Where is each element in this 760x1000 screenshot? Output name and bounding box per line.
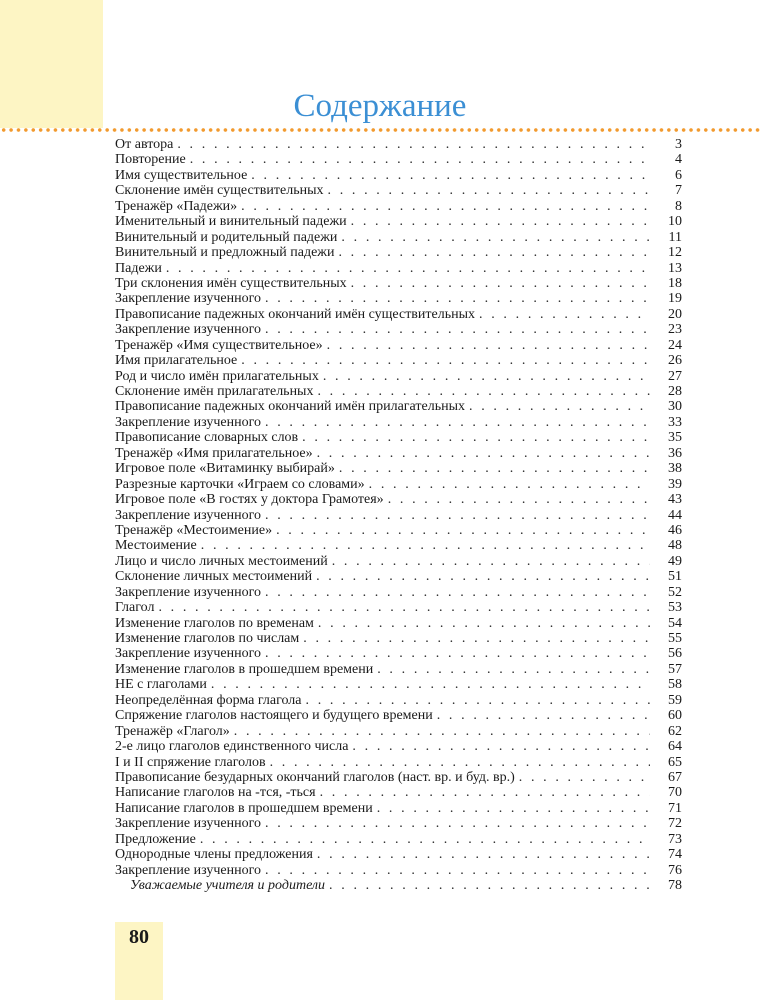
leader-dots bbox=[339, 461, 650, 476]
toc-entry-page: 70 bbox=[668, 785, 682, 801]
toc-entry-page: 60 bbox=[668, 708, 682, 724]
toc-entry-page: 13 bbox=[668, 260, 682, 276]
toc-entry-page: 64 bbox=[668, 739, 682, 755]
leader-dots bbox=[317, 446, 650, 461]
leader-dots bbox=[265, 291, 650, 306]
toc-entry[interactable] bbox=[115, 353, 682, 368]
toc-entry[interactable] bbox=[115, 183, 682, 198]
leader-dots bbox=[303, 631, 650, 646]
toc-entry-page: 24 bbox=[668, 337, 682, 353]
toc-entry-page: 58 bbox=[668, 677, 682, 693]
toc-entry-page: 55 bbox=[668, 631, 682, 646]
toc-entry-title: Правописание падежных окончаний имён прилагательных bbox=[115, 399, 465, 415]
toc-entry-title: Тренажёр «Имя существительное» bbox=[115, 337, 323, 353]
leader-dots bbox=[341, 230, 650, 245]
leader-dots bbox=[437, 708, 650, 723]
toc-entry-title: Изменение глаголов в прошедшем времени bbox=[115, 661, 374, 677]
leader-dots bbox=[190, 152, 650, 167]
toc-entry[interactable] bbox=[115, 755, 682, 770]
toc-entry-page: 74 bbox=[668, 847, 682, 863]
toc-entry-title: Закрепление изученного bbox=[115, 816, 261, 832]
toc-entry-page: 56 bbox=[668, 646, 682, 662]
toc-entry-title: Тренажёр «Имя прилагательное» bbox=[115, 445, 313, 461]
toc-entry[interactable] bbox=[115, 477, 682, 492]
leader-dots bbox=[317, 847, 650, 862]
toc-entry-page: 57 bbox=[668, 661, 682, 677]
leader-dots bbox=[270, 755, 650, 770]
leader-dots bbox=[166, 261, 650, 276]
toc-entry-page: 7 bbox=[675, 183, 682, 199]
toc-entry[interactable] bbox=[115, 600, 682, 615]
toc-entry-title: Уважаемые учителя и родители bbox=[130, 878, 326, 893]
toc-entry-title: Имя прилагательное bbox=[115, 353, 238, 369]
leader-dots bbox=[388, 492, 650, 507]
toc-entry-page: 33 bbox=[668, 414, 682, 430]
toc-entry-page: 59 bbox=[668, 692, 682, 708]
toc-entry[interactable] bbox=[115, 137, 682, 152]
toc-entry-page: 28 bbox=[668, 384, 682, 399]
toc-entry[interactable] bbox=[115, 739, 682, 754]
leader-dots bbox=[320, 785, 650, 800]
toc-entry-page: 26 bbox=[668, 353, 682, 369]
toc-entry[interactable] bbox=[115, 878, 682, 893]
toc-entry-page: 46 bbox=[668, 522, 682, 538]
toc-entry-title: Написание глаголов в прошедшем времени bbox=[115, 800, 373, 816]
toc-entry-page: 43 bbox=[668, 492, 682, 508]
toc-entry-title: Склонение личных местоимений bbox=[115, 569, 313, 585]
toc-entry[interactable] bbox=[115, 816, 682, 831]
toc-entry-title: Винительный и родительный падежи bbox=[115, 229, 338, 245]
toc-entry-page: 72 bbox=[668, 816, 682, 832]
toc-entry[interactable] bbox=[115, 384, 682, 399]
toc-entry[interactable] bbox=[115, 770, 682, 785]
toc-entry-title: Винительный и предложный падежи bbox=[115, 245, 335, 261]
leader-dots bbox=[251, 168, 650, 183]
leader-dots bbox=[327, 338, 650, 353]
toc-entry-title: Закрепление изученного bbox=[115, 291, 261, 307]
toc-entry-page: 12 bbox=[668, 245, 682, 261]
toc-entry[interactable] bbox=[115, 399, 682, 414]
toc-entry-title: Спряжение глаголов настоящего и будущего времени bbox=[115, 708, 433, 724]
toc-entry-page: 4 bbox=[675, 152, 682, 168]
toc-entry-title: Закрепление изученного bbox=[115, 414, 261, 430]
toc-entry-page: 18 bbox=[668, 275, 682, 291]
toc-entry-title: Изменение глаголов по числам bbox=[115, 631, 300, 646]
toc-entry-title: 2-е лицо глаголов единственного числа bbox=[115, 739, 349, 755]
toc-entry[interactable] bbox=[115, 322, 682, 337]
toc-entry-title: Закрепление изученного bbox=[115, 646, 261, 662]
toc-entry-title: Местоимение bbox=[115, 538, 197, 554]
toc-entry[interactable] bbox=[115, 430, 682, 445]
toc-entry[interactable] bbox=[115, 276, 682, 291]
toc-entry[interactable] bbox=[115, 569, 682, 584]
toc-entry-title: Тренажёр «Падежи» bbox=[115, 198, 238, 214]
toc-entry-page: 39 bbox=[668, 476, 682, 492]
toc-entry-title: Род и число имён прилагательных bbox=[115, 368, 319, 384]
toc-entry-page: 48 bbox=[668, 538, 682, 554]
leader-dots bbox=[265, 415, 650, 430]
toc-entry-title: Тренажёр «Местоимение» bbox=[115, 522, 273, 538]
toc-entry-title: Написание глаголов на -тся, -ться bbox=[115, 785, 316, 801]
toc-entry-title: От автора bbox=[115, 137, 174, 152]
toc-entry[interactable] bbox=[115, 585, 682, 600]
toc-entry[interactable] bbox=[115, 646, 682, 661]
toc-entry[interactable] bbox=[115, 693, 682, 708]
leader-dots bbox=[158, 600, 650, 615]
leader-dots bbox=[276, 523, 650, 538]
toc-entry-page: 27 bbox=[668, 368, 682, 384]
toc-entry[interactable] bbox=[115, 461, 682, 476]
toc-entry[interactable] bbox=[115, 230, 682, 245]
toc-entry[interactable] bbox=[115, 863, 682, 878]
leader-dots bbox=[265, 585, 650, 600]
toc-entry[interactable] bbox=[115, 261, 682, 276]
toc-entry-title: Лицо и число личных местоимений bbox=[115, 553, 328, 569]
toc-entry[interactable] bbox=[115, 631, 682, 646]
leader-dots bbox=[265, 863, 650, 878]
page-number: 80 bbox=[129, 926, 149, 948]
toc-entry-title: Закрепление изученного bbox=[115, 862, 261, 878]
leader-dots bbox=[200, 832, 650, 847]
leader-dots bbox=[377, 801, 650, 816]
leader-dots bbox=[329, 878, 650, 893]
toc-entry[interactable] bbox=[115, 446, 682, 461]
toc-entry-page: 6 bbox=[675, 167, 682, 183]
toc-entry-title: Три склонения имён существительных bbox=[115, 275, 347, 291]
leader-dots bbox=[302, 430, 650, 445]
toc-entry[interactable] bbox=[115, 523, 682, 538]
toc-entry-title: Однородные члены предложения bbox=[115, 847, 313, 863]
toc-entry-title: Правописание безударных окончаний глаголов (наст. вр. и буд. вр.) bbox=[115, 769, 515, 785]
toc-entry-title: Закрепление изученного bbox=[115, 584, 261, 600]
toc-entry-page: 36 bbox=[668, 445, 682, 461]
toc-entry[interactable] bbox=[115, 538, 682, 553]
toc-entry-page: 52 bbox=[668, 584, 682, 600]
toc-entry-page: 71 bbox=[668, 800, 682, 816]
leader-dots bbox=[369, 477, 650, 492]
leader-dots bbox=[241, 353, 650, 368]
toc-entry-page: 3 bbox=[675, 137, 682, 152]
leader-dots bbox=[306, 693, 651, 708]
toc-entry-title: Правописание словарных слов bbox=[115, 430, 299, 446]
toc-entry-title: Тренажёр «Глагол» bbox=[115, 723, 230, 739]
leader-dots bbox=[323, 369, 650, 384]
toc-entry[interactable] bbox=[115, 245, 682, 260]
toc-entry[interactable] bbox=[115, 662, 682, 677]
toc-entry-title: Именительный и винительный падежи bbox=[115, 214, 347, 230]
toc-entry-page: 51 bbox=[668, 569, 682, 585]
toc-entry-title: Глагол bbox=[115, 600, 155, 616]
leader-dots bbox=[265, 322, 650, 337]
toc-entry-title: Игровое поле «В гостях у доктора Грамотея» bbox=[115, 492, 384, 508]
leader-dots bbox=[318, 616, 650, 631]
leader-dots bbox=[351, 214, 650, 229]
toc-entry[interactable] bbox=[115, 307, 682, 322]
toc-entry[interactable] bbox=[115, 369, 682, 384]
leader-dots bbox=[234, 724, 650, 739]
toc-entry-page: 73 bbox=[668, 831, 682, 847]
toc-entry-title: Закрепление изученного bbox=[115, 507, 261, 523]
table-of-contents bbox=[115, 137, 682, 893]
leader-dots bbox=[265, 508, 650, 523]
toc-entry[interactable] bbox=[115, 785, 682, 800]
toc-entry-page: 67 bbox=[668, 769, 682, 785]
toc-entry-page: 10 bbox=[668, 214, 682, 230]
leader-dots bbox=[328, 183, 651, 198]
toc-entry-page: 35 bbox=[668, 430, 682, 446]
toc-entry[interactable] bbox=[115, 708, 682, 723]
leader-dots bbox=[377, 662, 650, 677]
leader-dots bbox=[332, 554, 650, 569]
toc-entry-title: НЕ с глаголами bbox=[115, 677, 207, 693]
leader-dots bbox=[265, 646, 650, 661]
toc-entry-title: Имя существительное bbox=[115, 167, 248, 183]
toc-entry-page: 19 bbox=[668, 291, 682, 307]
leader-dots bbox=[352, 739, 650, 754]
leader-dots bbox=[317, 384, 650, 399]
toc-entry-page: 23 bbox=[668, 322, 682, 338]
toc-entry-title: Склонение имён существительных bbox=[115, 183, 324, 199]
leader-dots bbox=[519, 770, 650, 785]
toc-entry-page: 65 bbox=[668, 754, 682, 770]
toc-entry-page: 8 bbox=[675, 198, 682, 214]
toc-entry-title: Закрепление изученного bbox=[115, 322, 261, 338]
toc-entry-title: Изменение глаголов по временам bbox=[115, 615, 314, 631]
toc-entry[interactable] bbox=[115, 291, 682, 306]
page-number-box bbox=[115, 922, 163, 1000]
toc-entry-page: 54 bbox=[668, 615, 682, 631]
toc-entry-page: 76 bbox=[668, 862, 682, 878]
toc-entry[interactable] bbox=[115, 677, 682, 692]
toc-entry[interactable] bbox=[115, 508, 682, 523]
toc-entry[interactable] bbox=[115, 832, 682, 847]
leader-dots bbox=[469, 399, 650, 414]
toc-entry-page: 78 bbox=[668, 878, 682, 893]
toc-entry-title: Разрезные карточки «Играем со словами» bbox=[115, 476, 365, 492]
toc-entry-title: Неопределённая форма глагола bbox=[115, 692, 302, 708]
leader-dots bbox=[479, 307, 650, 322]
leader-dots bbox=[241, 199, 650, 214]
toc-entry[interactable] bbox=[115, 152, 682, 167]
toc-entry-title: Повторение bbox=[115, 152, 186, 168]
toc-entry[interactable] bbox=[115, 199, 682, 214]
toc-entry-title: Падежи bbox=[115, 260, 162, 276]
toc-entry-title: Правописание падежных окончаний имён существительных bbox=[115, 306, 476, 322]
toc-entry[interactable] bbox=[115, 801, 682, 816]
toc-entry-title: I и II спряжение глаголов bbox=[115, 754, 266, 770]
toc-entry-page: 49 bbox=[668, 553, 682, 569]
leader-dots bbox=[211, 677, 650, 692]
toc-entry[interactable] bbox=[115, 616, 682, 631]
toc-entry[interactable] bbox=[115, 492, 682, 507]
leader-dots bbox=[265, 816, 650, 831]
toc-entry-page: 38 bbox=[668, 461, 682, 477]
toc-entry[interactable] bbox=[115, 847, 682, 862]
toc-entry-page: 44 bbox=[668, 507, 682, 523]
toc-entry-title: Склонение имён прилагательных bbox=[115, 384, 314, 399]
toc-entry-page: 53 bbox=[668, 600, 682, 616]
leader-dots bbox=[338, 245, 650, 260]
toc-entry-page: 11 bbox=[668, 229, 682, 245]
toc-entry[interactable] bbox=[115, 554, 682, 569]
toc-entry[interactable] bbox=[115, 338, 682, 353]
toc-entry[interactable] bbox=[115, 168, 682, 183]
toc-entry-page: 30 bbox=[668, 399, 682, 415]
toc-entry[interactable] bbox=[115, 415, 682, 430]
leader-dots bbox=[351, 276, 650, 291]
leader-dots bbox=[201, 538, 650, 553]
toc-entry[interactable] bbox=[115, 214, 682, 229]
leader-dots bbox=[316, 569, 650, 584]
page-title: Содержание bbox=[293, 88, 467, 124]
leader-dots bbox=[177, 137, 650, 152]
toc-entry-page: 20 bbox=[668, 306, 682, 322]
toc-entry-page: 62 bbox=[668, 723, 682, 739]
toc-entry-title: Игровое поле «Витаминку выбирай» bbox=[115, 461, 335, 477]
toc-entry[interactable] bbox=[115, 724, 682, 739]
dotted-rule bbox=[0, 127, 760, 133]
toc-entry-title: Предложение bbox=[115, 831, 196, 847]
